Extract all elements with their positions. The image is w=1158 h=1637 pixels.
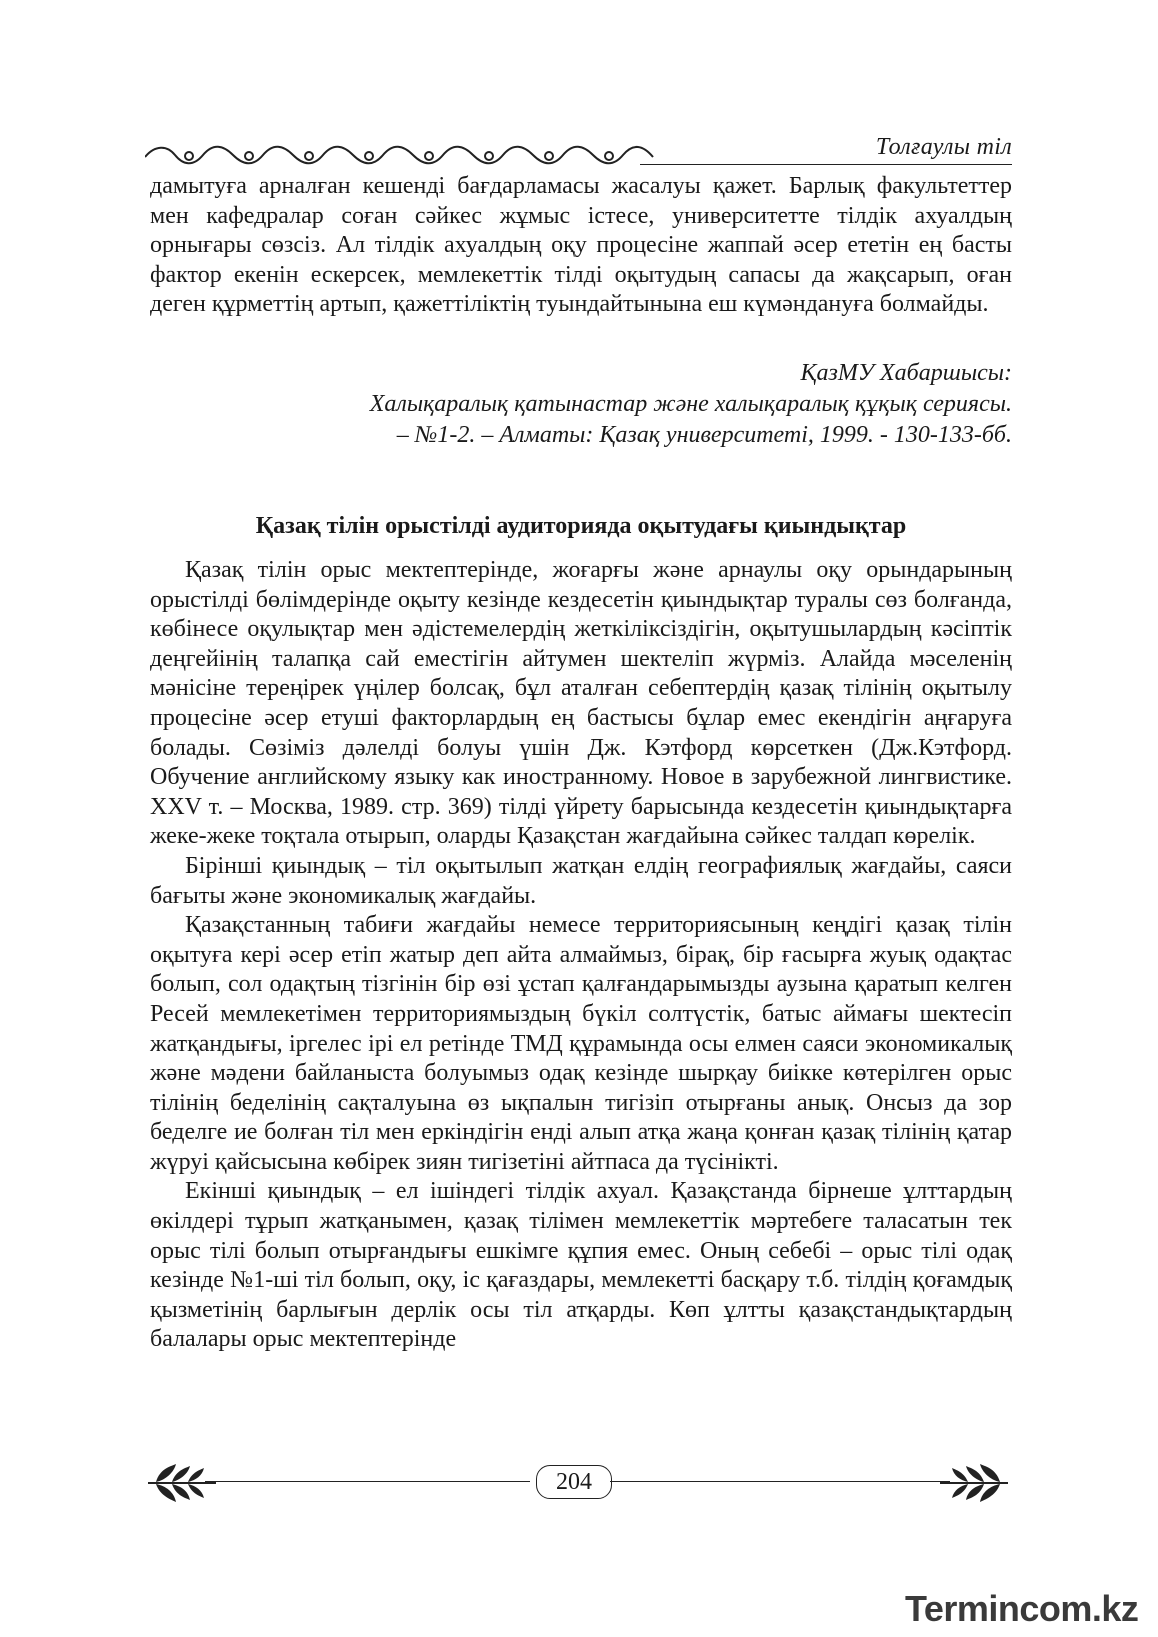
- section-heading: Қазақ тілін орыстілді аудиторияда оқытудағы қиындықтар: [255, 513, 907, 539]
- citation-line-1: ҚазМУ Хабаршысы:: [800, 360, 1012, 386]
- intro-text-block: [150, 172, 1012, 320]
- section-text-block: [150, 556, 1012, 1355]
- header-rule: [640, 164, 1012, 165]
- intro-paragraph: дамытуға арналған кешенді бағдарламасы жасалуы қажет. Барлық факультеттер мен кафедралар соған сәйкес жұмыс істесе, университетте тілдік ахуалдың орнығары сөзсіз. Ал тілдік ахуалдың оқу процесіне жаппай әсер ететін ең басты фактор екенін ескерсек, мемлекеттік тілді оқытудың сапасы да жақсарып, оған деген құрметтің артып, қажеттіліктің туындайтынына еш күмәндануға болмайды.: [150, 173, 1012, 318]
- footer-leaf-ornament-right: [938, 1460, 1010, 1504]
- citation-block: [212, 358, 1012, 451]
- running-header-title: Толғаулы тіл: [875, 134, 1012, 160]
- section-paragraph-1: Қазақ тілін орыс мектептерінде, жоғарғы және арнаулы оқу орындарының орыстілді бөлімдерінде оқыту кезінде кездесетін қиындықтар туралы сөз болғанда, көбінесе оқулықтар мен әдістемелердің жеткіліксіздігін, оқытушылардың кәсіптік деңгейінің талапқа сай еместігін айтумен шектеліп жүрміз. Алайда мәселенің мәнісіне тереңірек үңілер болсақ, бұл аталған себептердің қазақ тілінің оқытылу процесіне әсер етуші факторлардың ең бастысы бұлар емес екендігін аңғаруға болады. Сөзіміз дәлелді болуы үшін Дж. Кэтфорд көрсеткен (Дж.Кэтфорд. Обучение английскому языку как иностранному. Новое в зарубежной лингвистике. XXV т. – Москва, 1989. стр. 369) тілді үйрету барысында кездесетін қиындықтарға жеке-жеке тоқтала отырып, оларды Қазақстан жағдайына сәйкес талдап көрелік.: [150, 557, 1012, 850]
- section-paragraph-2: Бірінші қиындық – тіл оқытылып жатқан елдің географиялық жағдайы, саяси бағыты және экономикалық жағдайы.: [150, 852, 1012, 909]
- header-ornament: [145, 141, 665, 171]
- citation-line-3: – №1-2. – Алматы: Қазақ университеті, 1999. - 130-133-бб.: [396, 422, 1012, 448]
- section-paragraph-3: Қазақстанның табиғи жағдайы немесе территориясының кеңдігі қазақ тілін оқытуға кері әсер етіп жатыр деп айта алмаймыз, бірақ, бір ғасырға жуық одақтас болып, сол одақтың тізгінін бір өзі ұстап қалғандарымызды аузына қаратып келген Ресей мемлекетімен территориямыздың бүкіл солтүстік, батыс аймағы шектесіп жатқандығы, іргелес ірі ел ретінде ТМД құрамында осы елмен саяси экономикалық және мәдени байланыста болуымыз одақ кезінде шырқау биікке көтерілген орыс тілінің беделінің сақталуына өз ықпалын тигізіп отырғаны анық. Онсыз да зор беделге ие болған тіл мен еркіндігін енді алып атқа жаңа қонған қазақ тілінің қатар жүруі қайсысына көбірек зиян тигізетіні айтпаса да түсінікті.: [150, 912, 1012, 1175]
- watermark-logo: Termincom.kz: [905, 1588, 1139, 1629]
- footer-rule-left: [205, 1481, 530, 1482]
- citation-line-2: Халықаралық қатынастар және халықаралық құқық сериясы.: [369, 391, 1012, 417]
- section-paragraph-4: Екінші қиындық – ел ішіндегі тілдік ахуал. Қазақстанда бірнеше ұлттардың өкілдері тұрып жатқанымен, қазақ тілімен мемлекеттік мәртебеге таласатын тек орыс тілі болып отырғандығы ешкімге құпия емес. Оның себебі – орыс тілі одақ кезінде №1-ші тіл болып, оқу, іс қағаздары, мемлекетті басқару т.б. тілдің қоғамдық қызметінің барлығын дерлік осы тіл атқарды. Көп ұлтты қазақстандықтардың балалары орыс мектептерінде: [150, 1178, 1012, 1353]
- footer-leaf-ornament-left: [146, 1460, 218, 1504]
- page-number: 204: [536, 1465, 612, 1499]
- footer-rule-right: [610, 1481, 950, 1482]
